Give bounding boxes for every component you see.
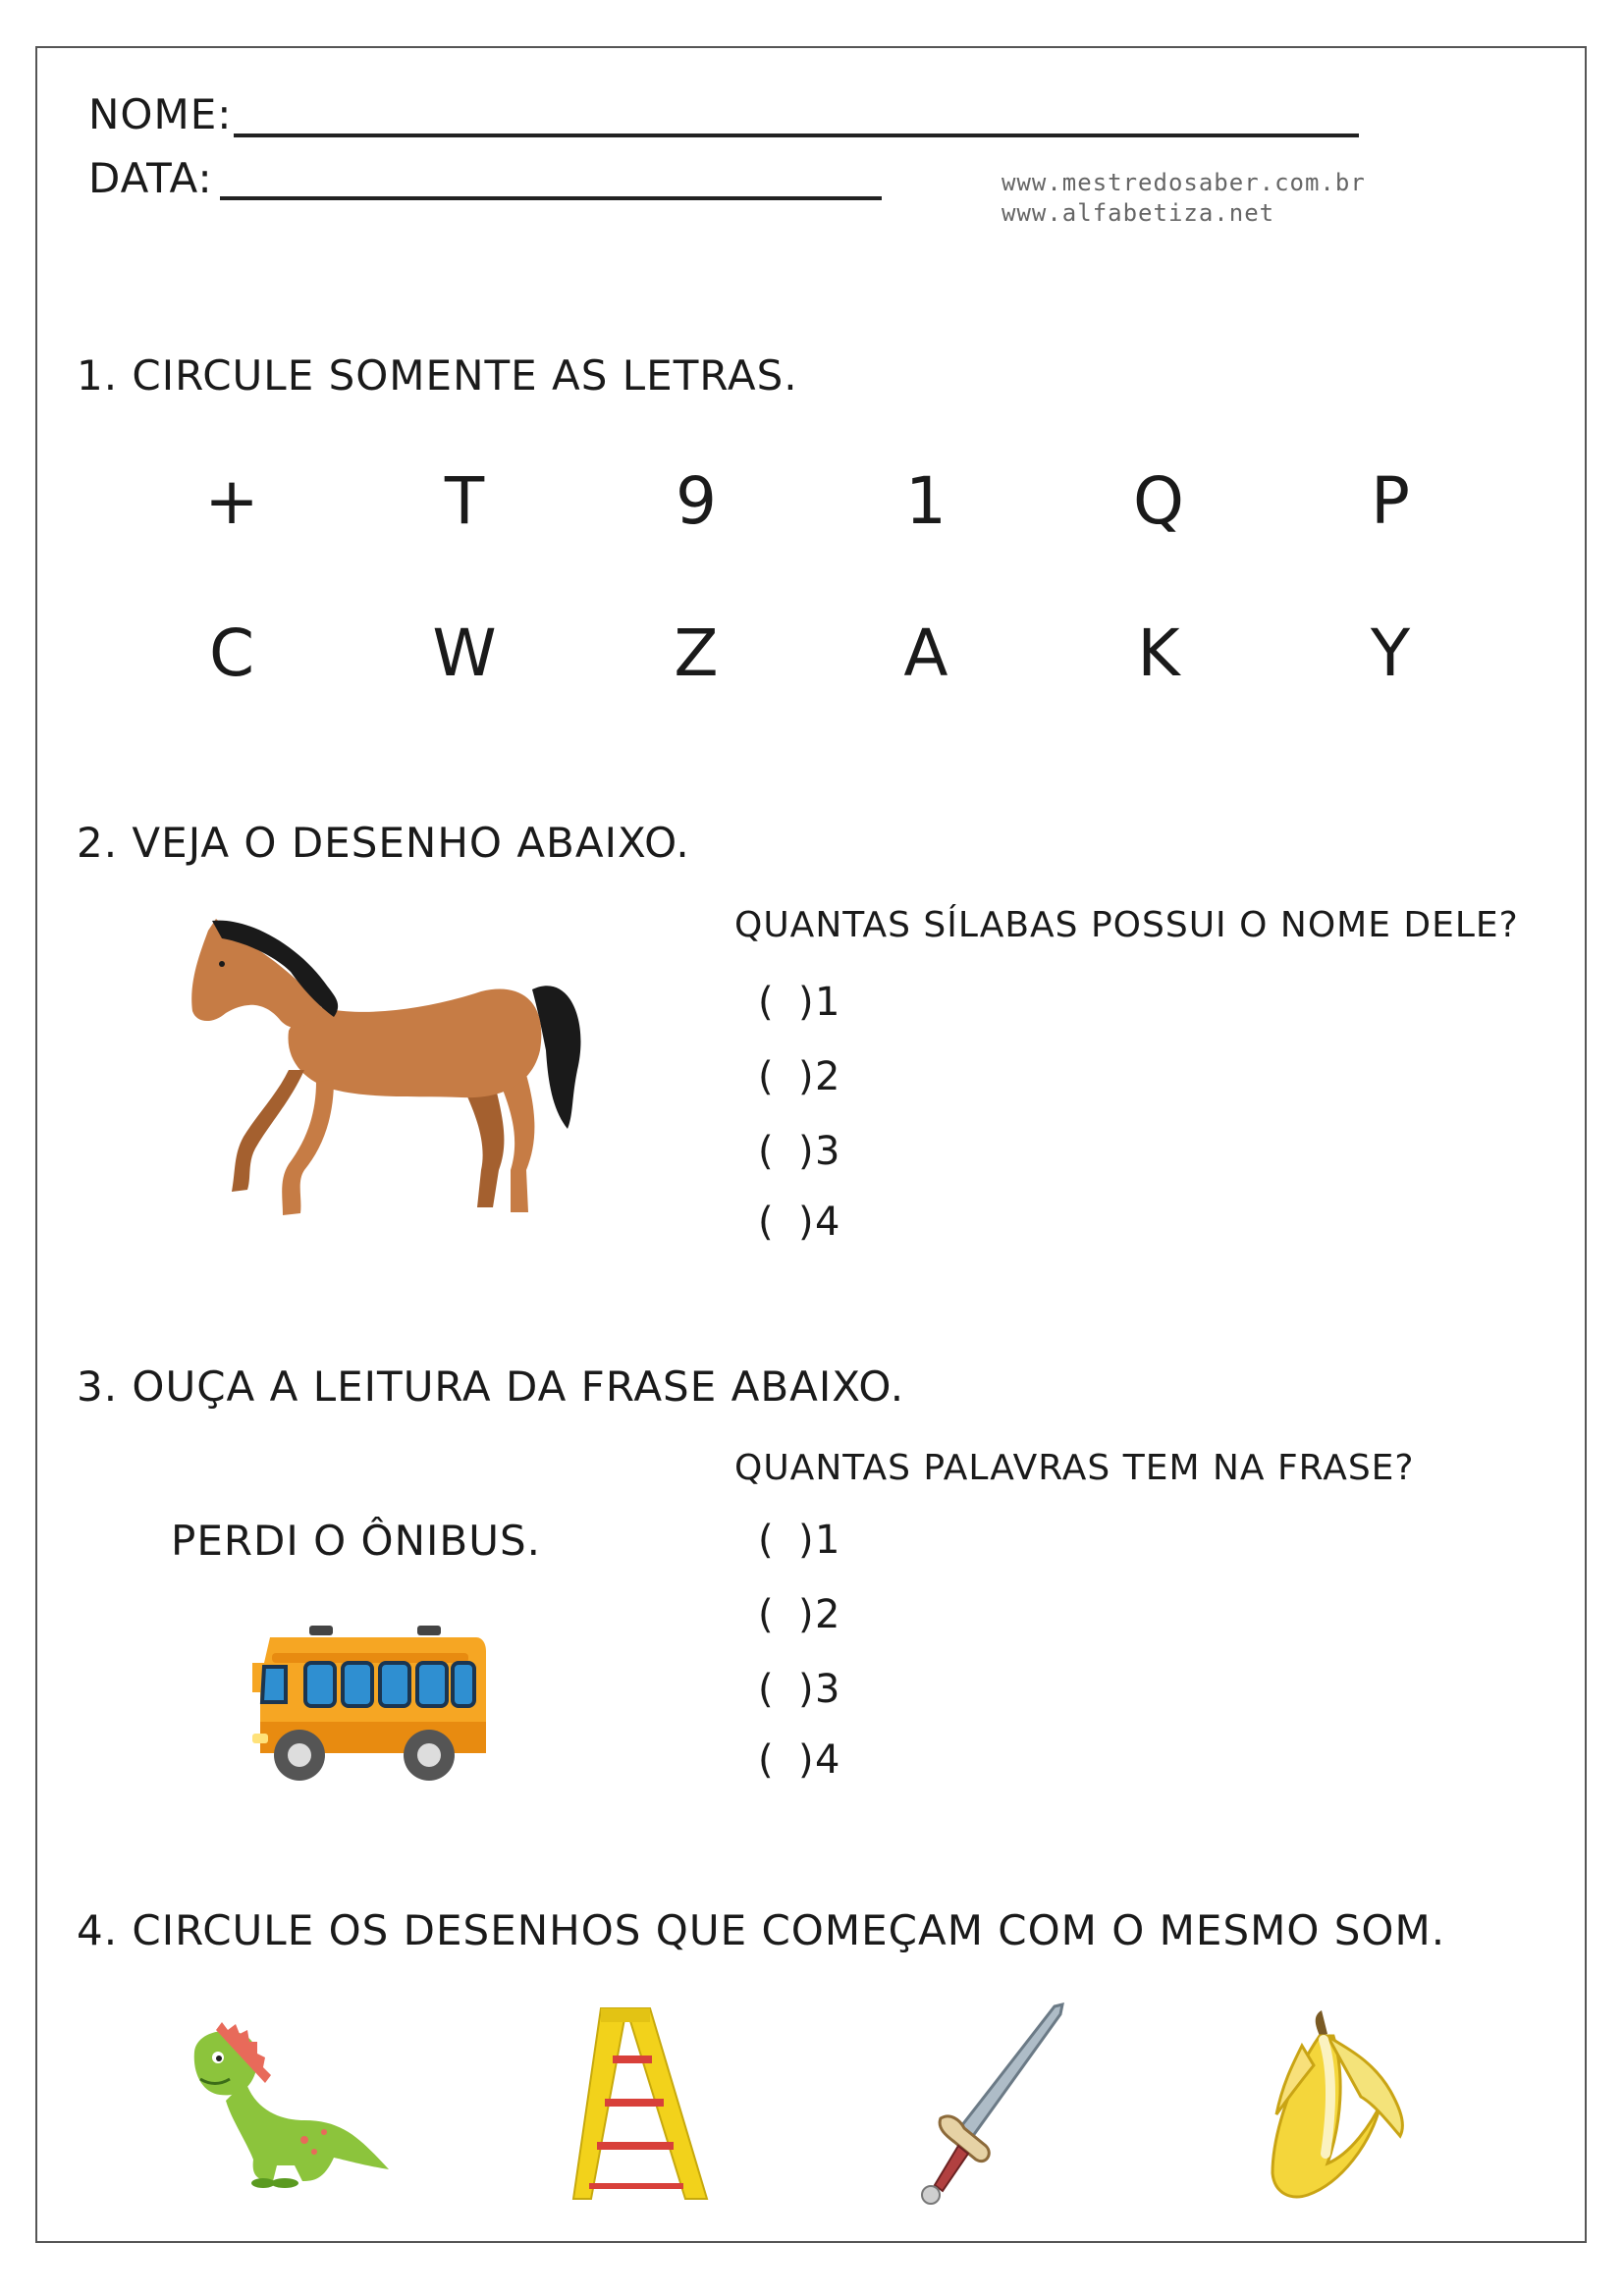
question-3-title: 3. OUÇA A LEITURA DA FRASE ABAIXO. xyxy=(77,1362,905,1411)
digit-9[interactable]: 9 xyxy=(676,463,717,539)
website-2: www.alfabetiza.net xyxy=(1001,199,1275,227)
question-4-title: 4. CIRCULE OS DESENHOS QUE COMEÇAM COM O MESMO SOM. xyxy=(77,1906,1446,1954)
q2-option-4[interactable] xyxy=(758,1200,839,1245)
checkbox-parens: ( ) xyxy=(758,1592,814,1637)
horse-icon xyxy=(187,913,599,1256)
option-value: 1 xyxy=(815,1518,840,1563)
letter-a[interactable]: A xyxy=(903,615,948,691)
letter-c[interactable]: C xyxy=(208,615,255,691)
q2-option-2[interactable] xyxy=(758,1054,839,1099)
checkbox-parens: ( ) xyxy=(758,1129,814,1174)
option-value: 2 xyxy=(815,1054,840,1099)
ladder-icon[interactable] xyxy=(571,2006,709,2203)
option-value: 1 xyxy=(815,980,840,1025)
option-value: 4 xyxy=(815,1737,840,1783)
banana-icon[interactable] xyxy=(1263,2006,1410,2203)
question-2-prompt: QUANTAS SÍLABAS POSSUI O NOME DELE? xyxy=(734,905,1519,945)
digit-1[interactable]: 1 xyxy=(905,463,947,539)
letter-q[interactable]: Q xyxy=(1133,463,1184,539)
date-field[interactable] xyxy=(220,196,882,200)
letter-t[interactable]: T xyxy=(444,463,485,539)
sword-icon[interactable] xyxy=(911,2002,1068,2209)
q3-option-2[interactable] xyxy=(758,1592,839,1637)
q2-option-3[interactable] xyxy=(758,1129,839,1174)
letter-y[interactable]: Y xyxy=(1370,615,1411,691)
question-3-prompt: QUANTAS PALAVRAS TEM NA FRASE? xyxy=(734,1448,1415,1488)
checkbox-parens: ( ) xyxy=(758,1737,814,1783)
letter-p[interactable]: P xyxy=(1371,463,1410,539)
checkbox-parens: ( ) xyxy=(758,1518,814,1563)
q2-option-1[interactable] xyxy=(758,980,839,1025)
q3-option-4[interactable] xyxy=(758,1737,839,1783)
sentence: PERDI O ÔNIBUS. xyxy=(171,1517,541,1565)
symbol-plus[interactable]: + xyxy=(204,463,259,539)
checkbox-parens: ( ) xyxy=(758,1667,814,1712)
q3-option-3[interactable] xyxy=(758,1667,839,1712)
q3-option-1[interactable] xyxy=(758,1518,839,1563)
name-label: NOME: xyxy=(88,90,233,138)
website-1: www.mestredosaber.com.br xyxy=(1001,169,1366,196)
option-value: 3 xyxy=(815,1667,840,1712)
letter-z[interactable]: Z xyxy=(674,615,719,691)
letter-k[interactable]: K xyxy=(1137,615,1180,691)
option-value: 4 xyxy=(815,1200,840,1245)
checkbox-parens: ( ) xyxy=(758,1200,814,1245)
letter-w[interactable]: W xyxy=(432,615,497,691)
option-value: 3 xyxy=(815,1129,840,1174)
question-2-title: 2. VEJA O DESENHO ABAIXO. xyxy=(77,819,690,867)
checkbox-parens: ( ) xyxy=(758,980,814,1025)
dinosaur-icon[interactable] xyxy=(187,2022,393,2189)
name-field[interactable] xyxy=(234,133,1359,137)
checkbox-parens: ( ) xyxy=(758,1054,814,1099)
question-1-title: 1. CIRCULE SOMENTE AS LETRAS. xyxy=(77,351,798,400)
date-label: DATA: xyxy=(88,154,213,202)
bus-icon xyxy=(250,1624,486,1790)
option-value: 2 xyxy=(815,1592,840,1637)
